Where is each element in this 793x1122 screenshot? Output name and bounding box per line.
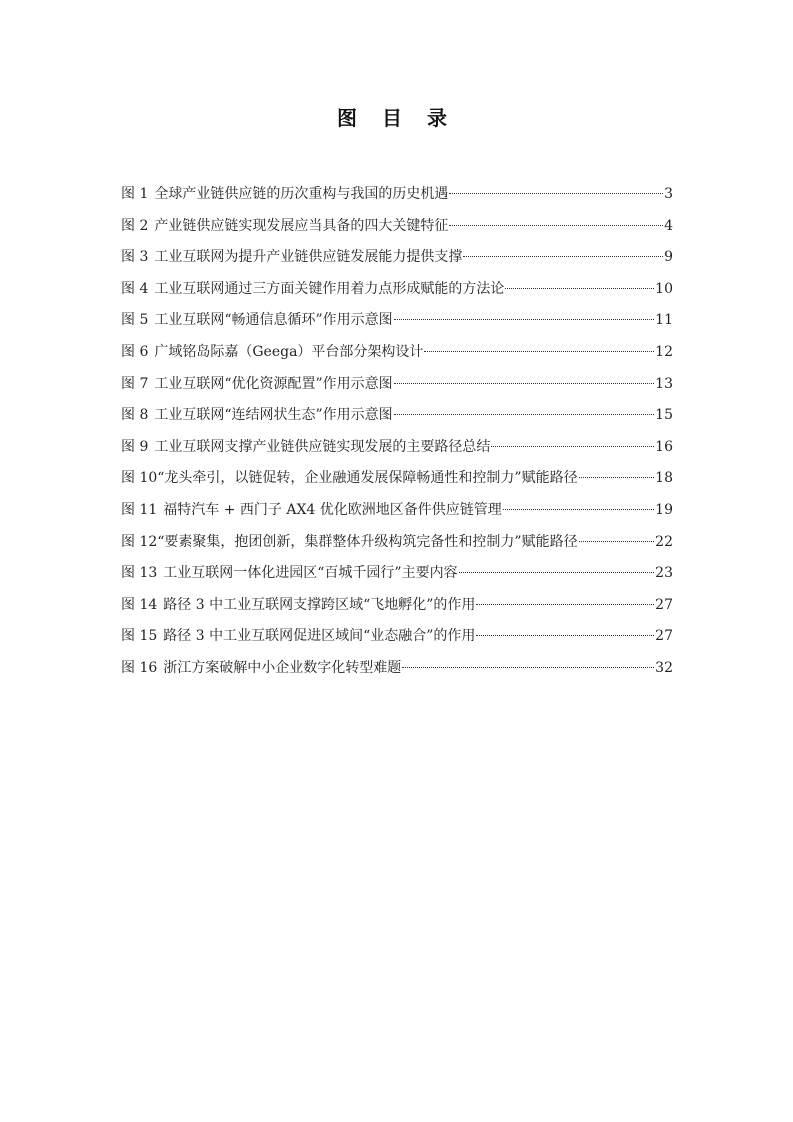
toc-entry[interactable] [121, 341, 673, 373]
figure-title: 全球产业链供应链的历次重构与我国的历史机遇 [154, 186, 449, 202]
toc-entry[interactable] [121, 436, 673, 468]
toc-entry[interactable] [121, 531, 673, 563]
toc-entry[interactable] [121, 404, 673, 436]
page-number: 16 [655, 438, 673, 455]
toc-entry[interactable] [121, 309, 673, 341]
figure-title: 广域铭岛际嘉（Geega）平台部分架构设计 [154, 343, 424, 360]
toc-entry-label [121, 215, 448, 237]
toc-entry[interactable] [121, 625, 673, 657]
dot-leader [505, 288, 654, 289]
dot-leader [449, 225, 663, 226]
figure-title: 路径 3 中工业互联网促进区域间“业态融合”的作用 [163, 628, 476, 645]
toc-entry-label [121, 183, 448, 205]
page-title: 图 目 录 [337, 106, 456, 130]
dot-leader [394, 383, 654, 384]
page-number: 3 [664, 186, 673, 202]
toc-entry[interactable] [121, 183, 673, 215]
page-number: 9 [664, 249, 673, 266]
page-number: 4 [664, 217, 673, 234]
dot-leader [463, 256, 663, 257]
figure-number: 图 8 [121, 407, 149, 424]
page-number: 12 [655, 343, 673, 360]
figure-number: 图 10 [121, 470, 158, 487]
figure-number: 图 14 [121, 596, 158, 613]
figure-title: 福特汽车 + 西门子 AX4 优化欧洲地区备件供应链管理 [163, 501, 502, 518]
figure-title: “要素聚集，抱团创新，集群整体升级构筑完备性和控制力”赋能路径 [157, 533, 578, 550]
figure-number: 图 2 [121, 217, 149, 234]
figure-title: 工业互联网通过三方面关键作用着力点形成赋能的方法论 [154, 280, 505, 297]
toc-entry[interactable] [121, 499, 673, 531]
page-number: 27 [655, 628, 673, 645]
toc-entry[interactable] [121, 246, 673, 278]
toc-entry-label [121, 341, 423, 363]
page-number: 10 [655, 280, 673, 297]
toc-entry[interactable] [121, 215, 673, 247]
dot-leader [491, 446, 654, 447]
figure-title: 浙江方案破解中小企业数字化转型难题 [163, 659, 402, 676]
page-number: 11 [655, 312, 673, 329]
figure-toc-list [121, 183, 673, 689]
figure-number: 图 16 [121, 659, 158, 676]
toc-entry[interactable] [121, 278, 673, 310]
figure-title: “龙头牵引，以链促转，企业融通发展保障畅通性和控制力”赋能路径 [157, 470, 578, 487]
figure-number: 图 5 [121, 312, 149, 329]
toc-entry-label [121, 499, 502, 521]
toc-entry[interactable] [121, 562, 673, 594]
figure-number: 图 1 [121, 186, 149, 202]
figure-number: 图 3 [121, 249, 149, 266]
toc-entry-label [121, 657, 401, 679]
figure-number: 图 13 [121, 565, 158, 582]
figure-number: 图 15 [121, 628, 158, 645]
dot-leader [424, 351, 654, 352]
dot-leader [579, 477, 655, 478]
dot-leader [476, 604, 654, 605]
figure-number: 图 9 [121, 438, 149, 455]
page-number: 22 [655, 533, 673, 550]
page-number: 32 [655, 659, 673, 676]
toc-entry-label [121, 404, 393, 426]
figure-title: 工业互联网支撑产业链供应链实现发展的主要路径总结 [154, 438, 491, 455]
toc-entry[interactable] [121, 657, 673, 689]
page-number: 13 [655, 375, 673, 392]
toc-entry-label [121, 531, 578, 553]
toc-entry-label [121, 467, 578, 489]
dot-leader [394, 319, 654, 320]
toc-entry[interactable] [121, 594, 673, 626]
figure-title: 产业链供应链实现发展应当具备的四大关键特征 [154, 217, 449, 234]
toc-entry-label [121, 625, 475, 647]
figure-title: 路径 3 中工业互联网支撑跨区域“飞地孵化”的作用 [163, 596, 476, 613]
figure-number: 图 4 [121, 280, 149, 297]
page-number: 27 [655, 596, 673, 613]
figure-number: 图 12 [121, 533, 158, 550]
page-number: 19 [655, 501, 673, 518]
toc-entry-label [121, 373, 393, 395]
toc-entry[interactable] [121, 467, 673, 499]
toc-entry-label [121, 436, 490, 458]
toc-entry-label [121, 594, 475, 616]
dot-leader [402, 667, 654, 668]
toc-entry-label [121, 562, 458, 584]
page-number: 23 [655, 565, 673, 582]
dot-leader [503, 509, 654, 510]
page-number: 18 [655, 470, 673, 487]
toc-entry-label [121, 278, 504, 300]
figure-title: 工业互联网一体化进园区“百城千园行”主要内容 [163, 565, 458, 582]
figure-number: 图 7 [121, 375, 149, 392]
dot-leader [459, 572, 655, 573]
page-number: 15 [655, 407, 673, 424]
figure-number: 图 11 [121, 501, 158, 518]
dot-leader [579, 541, 655, 542]
toc-entry-label [121, 246, 462, 268]
figure-title: 工业互联网“优化资源配置”作用示意图 [154, 375, 393, 392]
dot-leader [449, 193, 663, 194]
figure-number: 图 6 [121, 343, 149, 360]
toc-entry[interactable] [121, 373, 673, 405]
figure-title: 工业互联网“连结网状生态”作用示意图 [154, 407, 393, 424]
figure-title: 工业互联网“畅通信息循环”作用示意图 [154, 312, 393, 329]
figure-title: 工业互联网为提升产业链供应链发展能力提供支撑 [154, 249, 463, 266]
toc-entry-label [121, 309, 393, 331]
dot-leader [476, 635, 654, 636]
dot-leader [394, 414, 654, 415]
